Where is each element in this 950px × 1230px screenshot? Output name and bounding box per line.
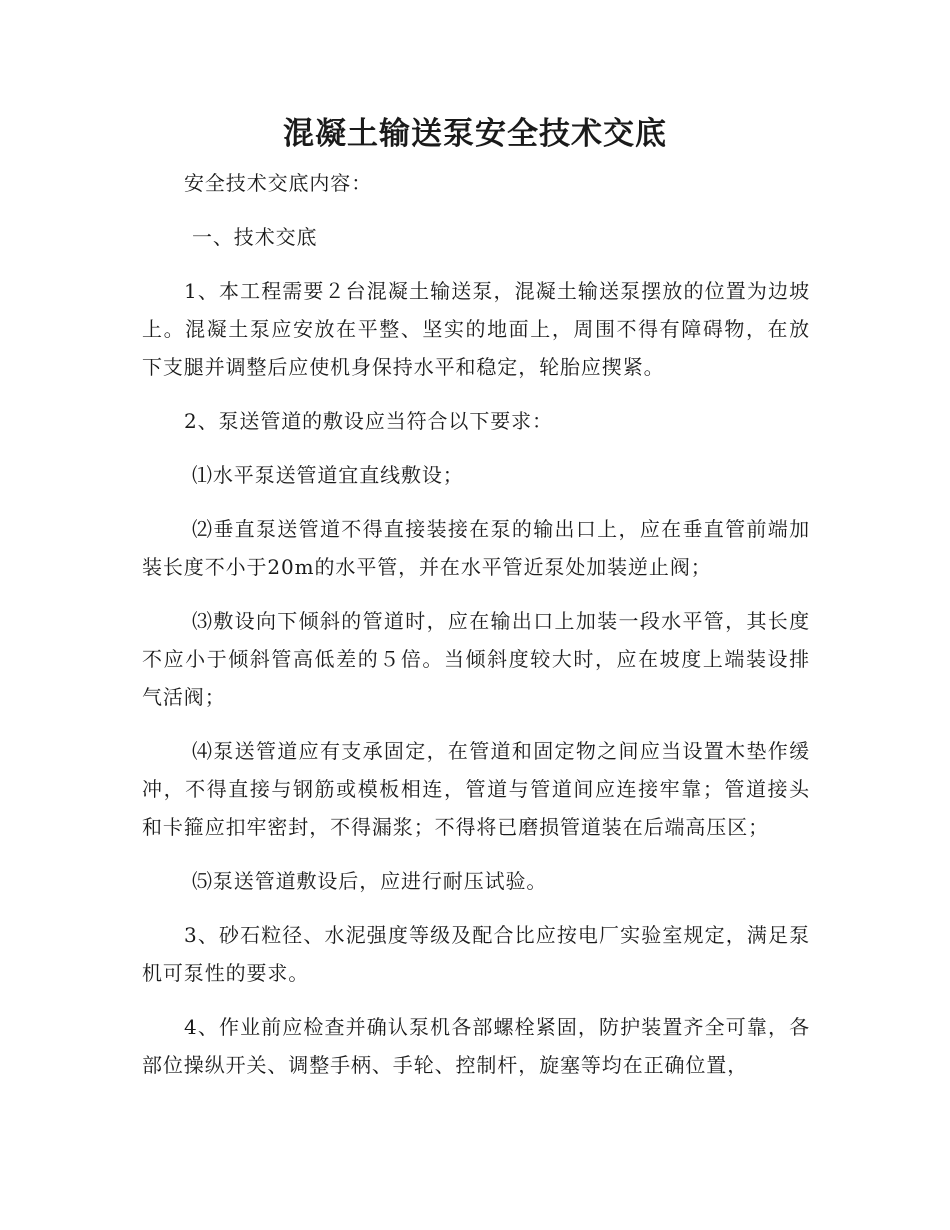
paragraph-item-3: 3、砂石粒径、水泥强度等级及配合比应按电厂实验室规定，满足泵机可泵性的要求。 [142,923,810,985]
paragraph-subitem-4: ⑷泵送管道应有支承固定，在管道和固定物之间应当设置木垫作缓冲，不得直接与钢筋或模板相连，管道与管道间应连接牢靠；管道接头和卡箍应扣牢密封，不得漏浆；不得将已磨损管道装在后端高压区； [142,739,810,839]
paragraph-item-4: 4、作业前应检查并确认泵机各部螺栓紧固，防护装置齐全可靠，各部位操纵开关、调整手柄、手轮、控制杆，旋塞等均在正确位置， [142,1015,810,1077]
paragraph-item-2: 2、泵送管道的敷设应当符合以下要求： [184,409,553,433]
document-body [142,164,810,1100]
paragraph-subitem-3: ⑶敷设向下倾斜的管道时，应在输出口上加装一段水平管，其长度不应小于倾斜管高低差的５倍。当倾斜度较大时，应在坡度上端装设排气活阀； [142,609,810,709]
paragraph-subitem-1: ⑴水平泵送管道宜直线敷设； [192,463,464,487]
paragraph-intro: 安全技术交底内容： [184,171,373,195]
section-heading-technical-briefing: 一、技术交底 [192,225,318,249]
document-title: 混凝土输送泵安全技术交底 [283,116,667,152]
paragraph-subitem-2: ⑵垂直泵送管道不得直接装接在泵的输出口上，应在垂直管前端加装长度不小于20m的水平管，并在水平管近泵处加装逆止阀； [142,517,810,579]
paragraph-subitem-5: ⑸泵送管道敷设后，应进行耐压试验。 [192,869,548,893]
paragraph-item-1: 1、本工程需要２台混凝土输送泵，混凝土输送泵摆放的位置为边坡上。混凝土泵应安放在平整、坚实的地面上，周围不得有障碍物，在放下支腿并调整后应使机身保持水平和稳定，轮胎应揳紧。 [142,279,810,379]
